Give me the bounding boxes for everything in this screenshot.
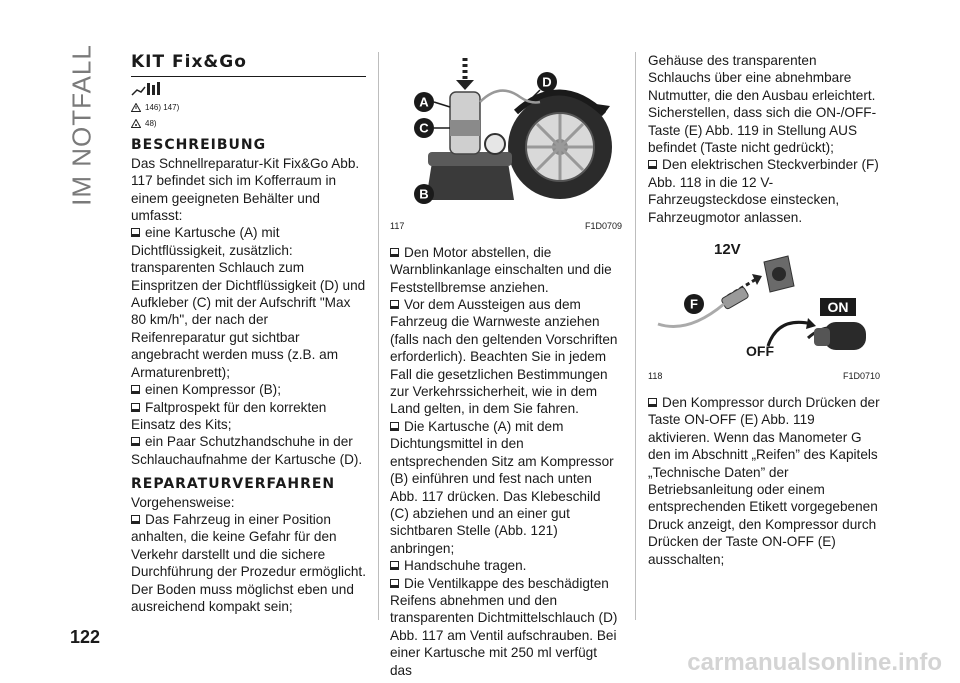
column-divider	[635, 52, 636, 620]
chapter-side-title	[62, 42, 102, 207]
label-f: F	[690, 296, 698, 312]
figure-117	[390, 52, 622, 236]
beschreibung-intro: Das Schnellreparatur-Kit Fix&Go Abb. 117 befindet sich im Kofferraum in einem geeigneten Behälter und umfasst:	[131, 155, 360, 224]
reparatur-intro: Vorgehensweise:	[131, 494, 235, 510]
continued-text: Gehäuse des transparenten Schlauchs über eine abnehmbare Nutmutter, die den Ausbau erleichtert. Sicherstellen, dass sich die ON-/OFF-Taste (E) Abb. 119 in Stellung AUS befindet (Taste nicht gedrückt);	[648, 53, 877, 156]
list-item-text: Das Fahrzeug in einer Position anhalten, die keine Gefahr für den Verkehr darstellt und die sichere Durchführung der Prozedur ermöglicht. Der Boden muss möglichst eben und ausreichend kompakt sein;	[131, 511, 366, 614]
list-item-text: Den Motor abstellen, die Warnblinkanlage einschalten und die Feststellbremse anziehen.	[390, 244, 612, 295]
column-1	[131, 52, 366, 615]
page-number: 122	[70, 627, 101, 647]
list-item-text: Die Ventilkappe des beschädigten Reifens abnehmen und den transparenten Dichtmittelschlauch (D) Abb. 117 am Ventil aufschrauben. Bei einer Kartusche mit 250 ml verfügt das	[390, 575, 618, 678]
list-item	[390, 575, 622, 679]
repair-kit-illustration	[390, 52, 622, 212]
bullet-icon	[648, 160, 657, 169]
list-item-text: einen Kompressor (B);	[145, 382, 281, 398]
list-item	[648, 156, 880, 226]
figure-caption	[390, 218, 622, 235]
list-item	[131, 381, 366, 398]
label-d: D	[542, 74, 552, 90]
warning-ref-1	[131, 99, 366, 115]
bullet-icon	[390, 561, 399, 570]
label-on: ON	[827, 299, 849, 316]
list-item-text: eine Kartusche (A) mit Dichtflüssigkeit, zusätzlich: transparenten Schlauch zum Einspritzen der Dichtflüssigkeit (D) und Aufkleber (C) mit der Aufschrift "Max 80 km/h", der nach der Reifenreparatur gut sichtbar angebracht werden muss (z.B. am Armaturenbrett);	[131, 225, 366, 380]
plug-and-switch-illustration	[648, 234, 880, 362]
list-item-text: Handschuhe tragen.	[404, 558, 527, 574]
list-item	[390, 557, 622, 574]
label-c: C	[419, 120, 429, 136]
label-b: B	[419, 186, 429, 202]
list-item-text: Den elektrischen Steckverbinder (F) Abb. 118 in die 12 V-Fahrzeugsteckdose einstecken, Fahrzeugmotor anlassen.	[648, 157, 879, 225]
list-item	[131, 511, 366, 615]
bullet-icon	[131, 228, 140, 237]
attention-hand-icon	[131, 119, 141, 128]
list-item	[648, 394, 880, 568]
section-title: KIT Fix&Go	[131, 54, 366, 77]
label-12v: 12V	[714, 241, 741, 259]
list-item-text: Die Kartusche (A) mit dem Dichtungsmittel in den entsprechenden Sitz am Kompressor (B) einführen und fest nach unten Abb. 117 drücken. Das Klebeschild (C) abziehen und an einer gut sichtbaren Stelle (Abb. 121) anbringen;	[390, 418, 614, 556]
warning-ref-2	[131, 115, 366, 131]
figure-caption	[648, 368, 880, 385]
figure-code: F1D0709	[584, 221, 622, 232]
warning-ref-text: 48)	[145, 118, 157, 128]
column-divider	[378, 52, 379, 620]
list-item	[131, 399, 366, 434]
list-item	[390, 296, 622, 418]
label-a: A	[419, 94, 429, 110]
list-item	[131, 433, 366, 468]
bullet-icon	[131, 403, 140, 412]
list-item	[131, 224, 366, 381]
bullet-icon	[390, 422, 399, 431]
list-item-text: Den Kompressor durch Drücken der Taste ON-OFF (E) Abb. 119 aktivieren. Wenn das Manometer G den im Abschnitt „Reifen” des Kapitels „Technische Daten” der Betriebsanleitung oder einem entsprechenden Etikett vorgegebenen Druck anzeigt, den Kompressor durch Drücken der Taste ON-OFF (E) ausschalten;	[648, 394, 880, 567]
list-item-text: ein Paar Schutzhandschuhe in der Schlauchaufnahme der Kartusche (D).	[131, 434, 363, 467]
bullet-icon	[131, 385, 140, 394]
bullet-icon	[390, 579, 399, 588]
bullet-icon	[390, 248, 399, 257]
fix-go-logo-icon	[131, 81, 366, 99]
figure-number: 118	[648, 371, 663, 382]
figure-118	[648, 234, 880, 386]
column-2	[390, 52, 622, 679]
beschreibung-heading: BESCHREIBUNG	[131, 137, 267, 154]
list-item-text: Vor dem Aussteigen aus dem Fahrzeug die Warnweste anziehen (falls nach den geltenden Vorschriften erforderlich). Beachten Sie in jedem Fall die gesetzlichen Bestimmungen zur Verkehrssicherheit, wie in dem Land gelten, in dem Sie fahren.	[390, 297, 618, 417]
warning-ref-text: 146) 147)	[145, 102, 180, 112]
bullet-icon	[131, 515, 140, 524]
bullet-icon	[648, 398, 657, 407]
list-item	[390, 418, 622, 557]
label-off: OFF	[746, 343, 774, 360]
figure-number: 117	[390, 221, 405, 232]
chapter-title-text: IM NOTFALL	[66, 43, 97, 206]
column-3	[648, 52, 880, 568]
warning-triangle-icon	[131, 103, 141, 112]
bullet-icon	[390, 300, 399, 309]
figure-code: F1D0710	[842, 371, 880, 382]
reparatur-heading: REPARATURVERFAHREN	[131, 476, 336, 493]
list-item-text: Faltprospekt für den korrekten Einsatz des Kits;	[131, 399, 327, 432]
bullet-icon	[131, 437, 140, 446]
list-item	[390, 244, 622, 296]
watermark: carmanualsonline.info	[687, 649, 942, 676]
